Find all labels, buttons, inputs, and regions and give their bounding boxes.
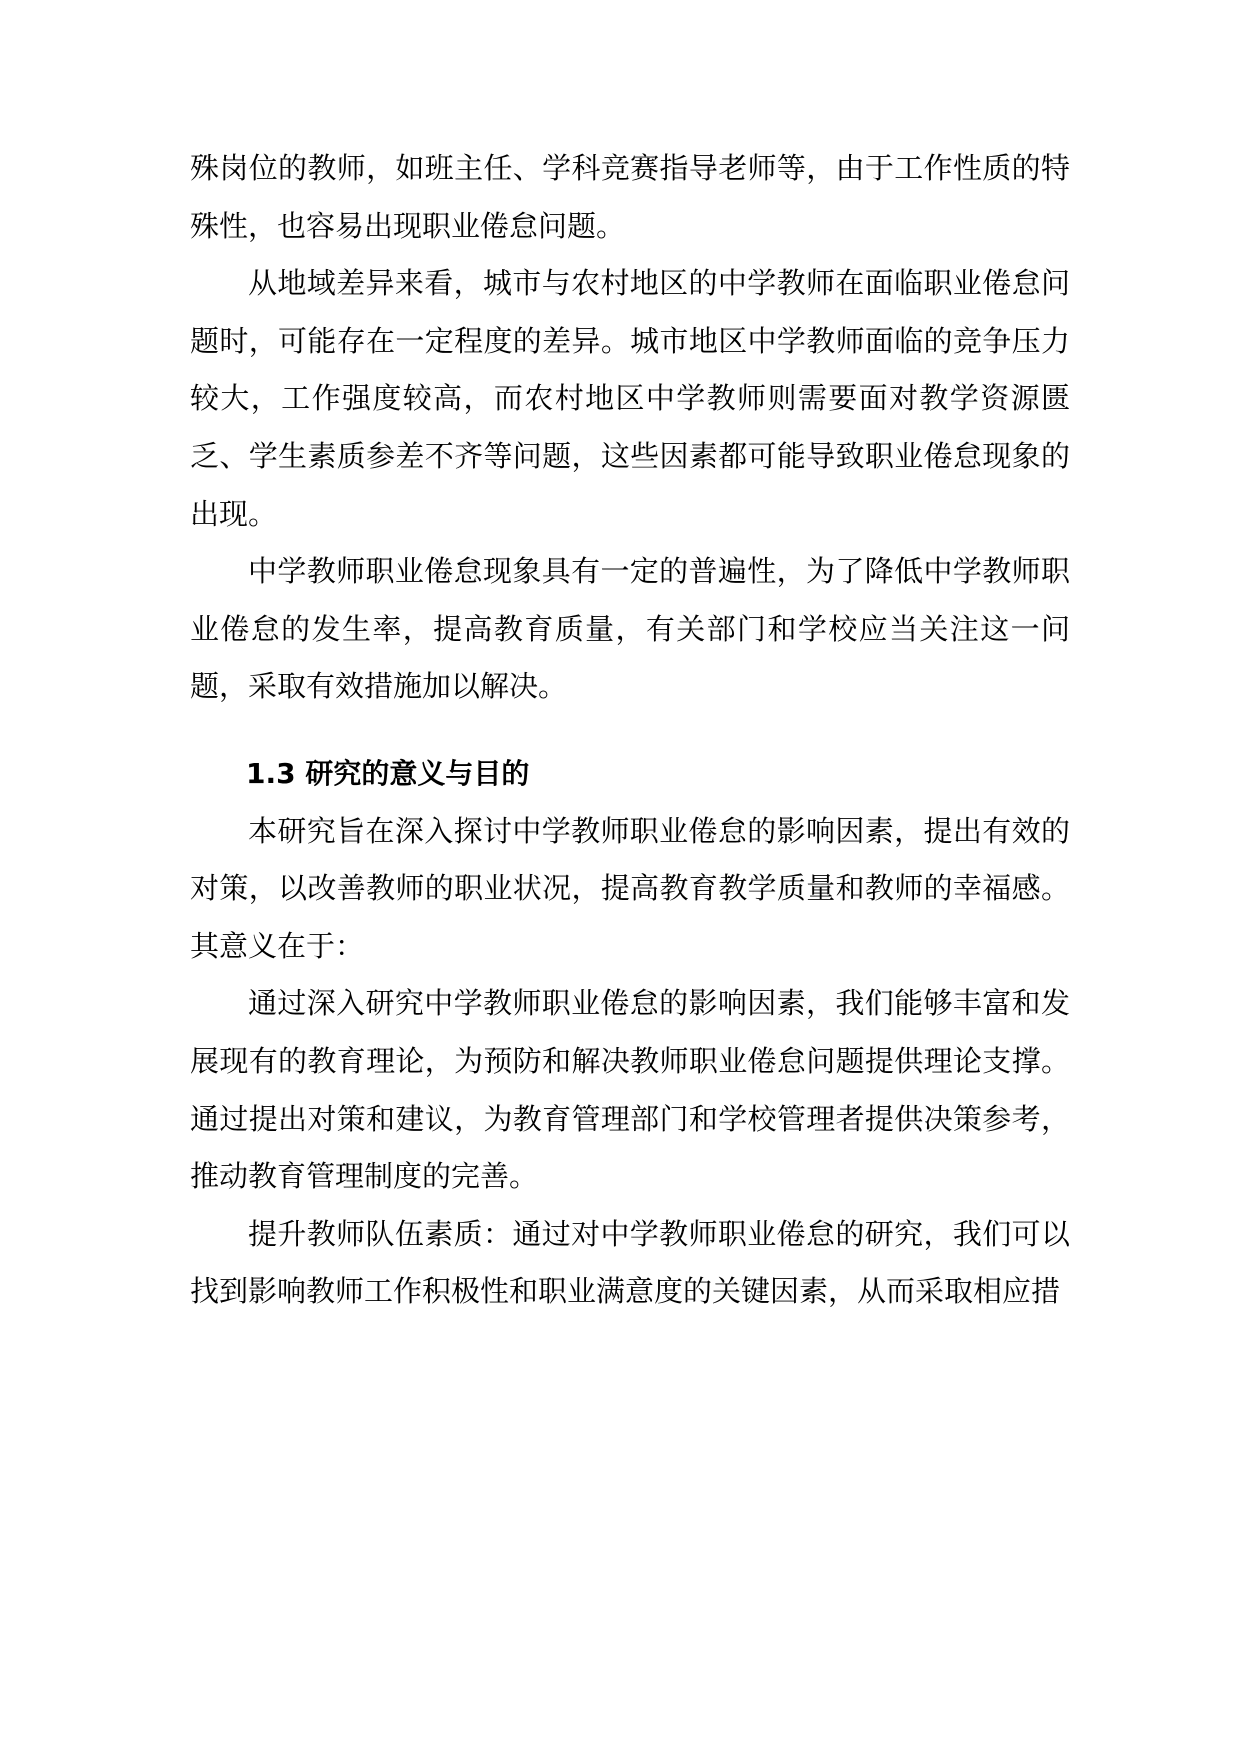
paragraph-continued: 殊岗位的教师，如班主任、学科竞赛指导老师等，由于工作性质的特殊性，也容易出现职业倦怠问题。 [190, 151, 1070, 243]
paragraph-universality: 中学教师职业倦怠现象具有一定的普遍性，为了降低中学教师职业倦怠的发生率，提高教育质量，有关部门和学校应当关注这一问题，采取有效措施加以解决。 [190, 554, 1070, 704]
paragraph-regional-differences: 从地域差异来看，城市与农村地区的中学教师在面临职业倦怠问题时，可能存在一定程度的差异。城市地区中学教师面临的竞争压力较大，工作强度较高，而农村地区中学教师则需要面对教学资源匮乏、学生素质参差不齐等问题，这些因素都可能导致职业倦怠现象的出现。 [190, 266, 1070, 531]
paragraph-theory-significance: 通过深入研究中学教师职业倦怠的影响因素，我们能够丰富和发展现有的教育理论，为预防和解决教师职业倦怠问题提供理论支撑。通过提出对策和建议，为教育管理部门和学校管理者提供决策参考，推动教育管理制度的完善。 [190, 986, 1070, 1194]
section-heading: 1.3 研究的意义与目的 [246, 756, 530, 790]
paragraph-research-aim: 本研究旨在深入探讨中学教师职业倦怠的影响因素，提出有效的对策，以改善教师的职业状况，提高教育教学质量和教师的幸福感。其意义在于： [190, 813, 1070, 963]
document-body [190, 140, 1070, 1321]
paragraph-teacher-quality: 提升教师队伍素质：通过对中学教师职业倦怠的研究，我们可以找到影响教师工作积极性和职业满意度的关键因素，从而采取相应措 [190, 1216, 1070, 1309]
